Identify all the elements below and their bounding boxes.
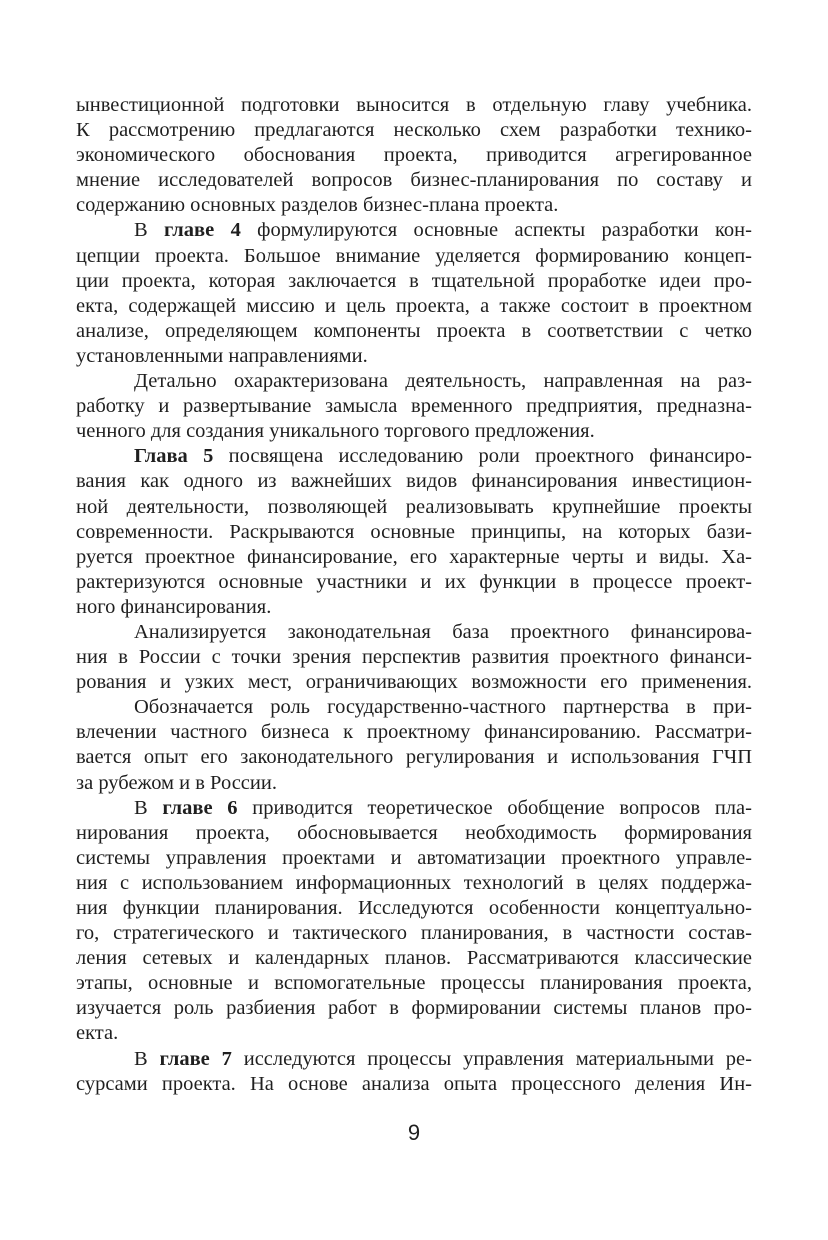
text-run: посвящена исследованию роли проектного финансиро- xyxy=(213,445,752,468)
text-run: ной деятельности, позволяющей реализовывать крупнейшие проекты xyxy=(76,495,752,518)
text-run: рактеризуются основные участники и их функции в процессе проект- xyxy=(76,570,752,593)
text-line xyxy=(76,394,752,419)
text-line xyxy=(76,620,752,645)
text-line xyxy=(76,846,752,871)
text-run: вается опыт его законодательного регулирования и использования ГЧП xyxy=(76,746,752,769)
text-run: современности. Раскрываются основные принципы, на которых бази- xyxy=(76,520,752,543)
text-line xyxy=(76,946,752,971)
text-run: го, стратегического и тактического планирования, в частности состав- xyxy=(76,922,752,945)
text-line xyxy=(76,269,752,294)
text-line xyxy=(76,971,752,996)
text-line xyxy=(76,168,752,193)
text-run: руется проектное финансирование, его характерные черты и виды. Ха- xyxy=(76,545,752,568)
paragraph-3 xyxy=(76,444,752,620)
text-line xyxy=(76,545,752,570)
text-line xyxy=(76,771,752,796)
text-run: ния функции планирования. Исследуются особенности концептуально- xyxy=(76,897,752,919)
page-number: 9 xyxy=(407,1120,421,1145)
chapter-reference: главе 6 xyxy=(162,796,238,819)
text-line xyxy=(76,444,752,469)
text-run: сурсами проекта. На основе анализа опыта процессного деления Ин- xyxy=(76,1072,752,1095)
text-line xyxy=(76,319,752,344)
paragraph-4 xyxy=(76,620,752,695)
text-run: Анализируется законодательная база проектного финансирова- xyxy=(134,620,752,643)
text-line xyxy=(76,1072,752,1097)
text-line xyxy=(76,419,752,444)
text-run: ния в России с точки зрения перспектив развития проектного финанси- xyxy=(76,646,752,669)
text-line xyxy=(76,570,752,595)
text-line xyxy=(76,695,752,720)
text-run: этапы, основные и вспомогательные процессы планирования проекта, xyxy=(76,972,752,995)
text-line xyxy=(76,796,752,821)
text-line xyxy=(76,821,752,846)
text-run: В xyxy=(134,1047,160,1070)
paragraph-1 xyxy=(76,218,752,369)
text-run: за рубежом и в России. xyxy=(76,771,277,794)
text-line xyxy=(76,244,752,269)
text-line xyxy=(76,996,752,1021)
text-line xyxy=(76,670,752,695)
text-run: цепции проекта. Большое внимание уделяется формированию концеп- xyxy=(76,244,752,267)
text-line xyxy=(76,218,752,243)
text-run: работку и развертывание замысла временного предприятия, предназна- xyxy=(76,395,752,418)
text-line xyxy=(76,745,752,770)
text-line xyxy=(76,896,752,921)
text-run: К рассмотрению предлагаются несколько схем разработки технико- xyxy=(76,119,752,142)
text-run: мнение исследователей вопросов бизнес-планирования по составу и xyxy=(76,169,752,192)
text-run: формулируются основные аспекты разработки кон- xyxy=(240,219,752,242)
text-run: екта, содержащей миссию и цель проекта, а также состоит в проектном xyxy=(76,294,752,317)
text-line xyxy=(76,1021,752,1046)
text-run: ченного для создания уникального торгового предложения. xyxy=(76,420,595,443)
text-line xyxy=(76,921,752,946)
text-run: ния с использованием информационных технологий в целях поддержа- xyxy=(76,871,752,894)
paragraph-0 xyxy=(76,93,752,218)
chapter-reference: главе 4 xyxy=(164,219,241,242)
text-run: вания как одного из важнейших видов финансирования инвестицион- xyxy=(76,470,752,493)
text-run: содержанию основных разделов бизнес-плана проекта. xyxy=(76,194,559,217)
text-run: ного финансирования. xyxy=(76,595,272,618)
text-run: Детально охарактеризована деятельность, направленная на раз- xyxy=(134,370,752,393)
text-line xyxy=(76,595,752,620)
text-run: Обозначается роль государственно-частного партнерства в при- xyxy=(134,696,752,719)
text-line xyxy=(76,495,752,520)
text-run: влечении частного бизнеса к проектному финансированию. Рассматри- xyxy=(76,721,752,744)
text-run: установленными направлениями. xyxy=(76,344,368,367)
paragraph-2 xyxy=(76,369,752,444)
chapter-reference: Глава 5 xyxy=(134,445,214,468)
text-run: рования и узких мест, ограничивающих возможности его применения. xyxy=(76,671,752,694)
text-line xyxy=(76,871,752,896)
text-run: В xyxy=(134,219,165,242)
text-run: приводится теоретическое обобщение вопросов пла- xyxy=(237,796,752,819)
book-page-text xyxy=(76,93,752,1097)
text-run: экономического обоснования проекта, приводится агрегированное xyxy=(76,144,752,167)
text-line xyxy=(76,369,752,394)
chapter-reference: главе 7 xyxy=(159,1047,232,1070)
paragraph-7 xyxy=(76,1047,752,1097)
paragraph-5 xyxy=(76,695,752,795)
text-line xyxy=(76,294,752,319)
text-run: ления сетевых и календарных планов. Рассматриваются классические xyxy=(76,947,752,970)
text-line xyxy=(76,720,752,745)
text-line xyxy=(76,143,752,168)
text-run: екта. xyxy=(76,1022,119,1045)
text-line xyxy=(76,93,752,118)
text-line xyxy=(76,118,752,143)
text-line xyxy=(76,520,752,545)
text-run: ынвестиционной подготовки выносится в отдельную главу учебника. xyxy=(76,94,752,116)
text-run: изучается роль разбиения работ в формировании системы планов про- xyxy=(76,997,752,1020)
text-run: системы управления проектами и автоматизации проектного управле- xyxy=(76,846,752,869)
text-line xyxy=(76,645,752,670)
text-run: исследуются процессы управления материальными ре- xyxy=(231,1047,752,1070)
text-line xyxy=(76,1047,752,1072)
text-run: В xyxy=(134,796,163,819)
text-line xyxy=(76,469,752,494)
paragraph-6 xyxy=(76,796,752,1047)
text-run: анализе, определяющем компоненты проекта в соответствии с четко xyxy=(76,319,752,342)
text-run: нирования проекта, обосновывается необходимость формирования xyxy=(76,821,752,844)
text-line xyxy=(76,193,752,218)
text-line xyxy=(76,344,752,369)
text-run: ции проекта, которая заключается в тщательной проработке идеи про- xyxy=(76,269,752,292)
